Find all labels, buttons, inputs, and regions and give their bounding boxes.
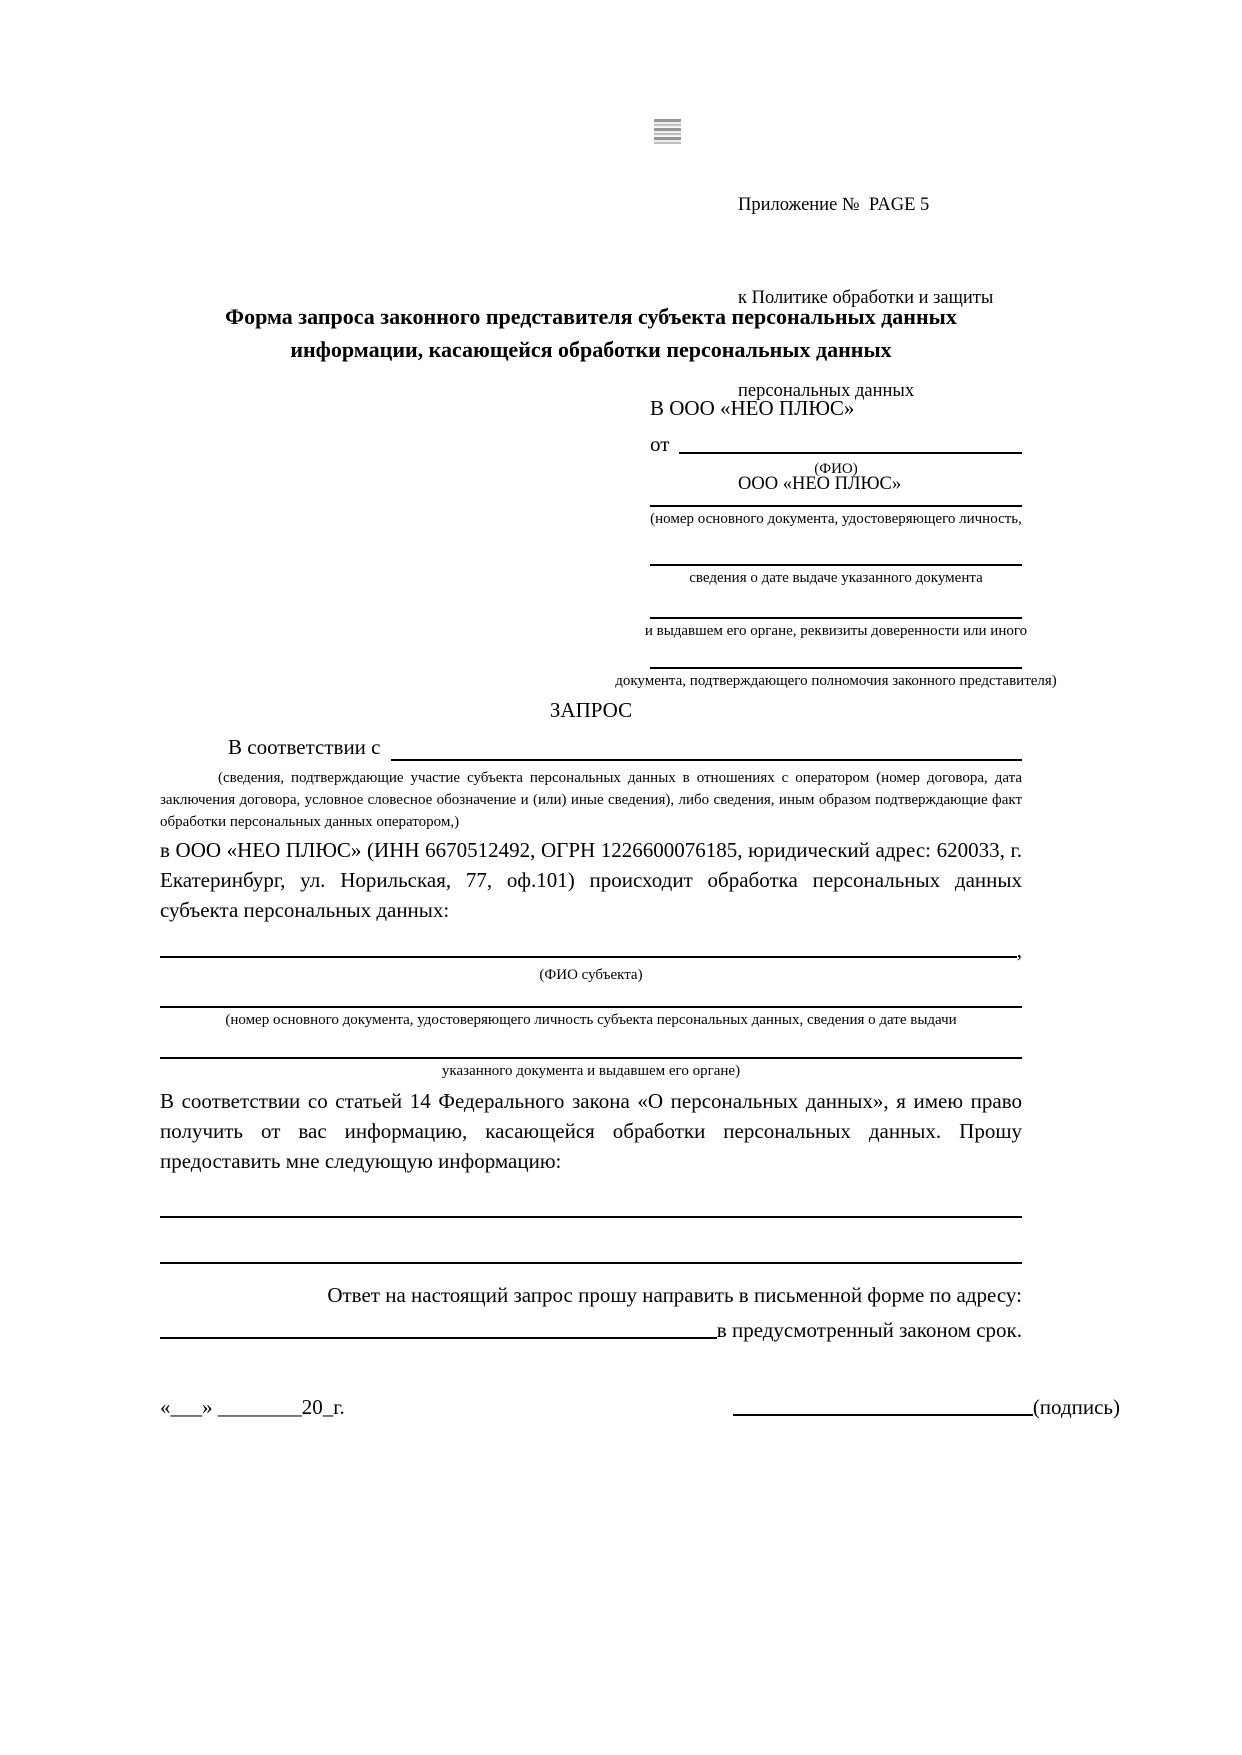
signature-caption: (подпись) xyxy=(1032,1395,1120,1419)
subject-fio-caption: (ФИО субъекта) xyxy=(539,967,643,983)
appendix-line: Приложение № PAGE 5 xyxy=(738,195,930,215)
request-body xyxy=(160,698,1120,1420)
subject-fio-blank-line[interactable] xyxy=(160,956,1017,958)
power-of-attorney-blank-line[interactable] xyxy=(650,667,1022,669)
issuing-authority-caption: и выдавшем его органе, реквизиты доверенности или иного xyxy=(644,623,1028,639)
fio-caption: (ФИО) xyxy=(814,461,858,477)
addressee-block xyxy=(615,396,1057,690)
document-title-line1: Форма запроса законного представителя субъекта персональных данных xyxy=(225,304,957,329)
embedded-image-placeholder-icon xyxy=(654,119,681,144)
answer-request-text: Ответ на настоящий запрос прошу направить в письменной форме по адресу: xyxy=(327,1283,1022,1307)
signature-blank-line[interactable] xyxy=(733,1414,1033,1416)
from-name-blank-line[interactable] xyxy=(679,452,1022,454)
document-number-blank-line[interactable] xyxy=(650,505,1022,507)
accordance-blank-line[interactable] xyxy=(391,735,1023,761)
requested-info-blank-line2[interactable] xyxy=(160,1262,1022,1264)
from-label: от xyxy=(650,432,670,456)
subject-fio-line-suffix: , xyxy=(1016,938,1022,962)
subject-fio-field-row xyxy=(160,935,1022,963)
signature-group xyxy=(733,1395,1120,1420)
issue-date-caption: сведения о дате выдаче указанного документа xyxy=(689,570,983,586)
document-number-caption: (номер основного документа, удостоверяющего личность, xyxy=(650,511,1022,527)
appendix-line: ООО «НЕО ПЛЮС» xyxy=(738,474,902,494)
article-14-paragraph: В соответствии со статьей 14 Федерального закона «О персональных данных», я имею право получить от вас информацию, касающейся обработки персональных данных. Прошу предоставить мне следующую информацию: xyxy=(160,1089,1022,1173)
request-heading: ЗАПРОС xyxy=(549,698,633,722)
accordance-field-row xyxy=(160,735,1022,765)
answer-tail-text: в предусмотренный законом срок. xyxy=(716,1318,1022,1342)
appendix-line: персональных данных xyxy=(738,381,915,401)
operator-paragraph: в ООО «НЕО ПЛЮС» (ИНН 6670512492, ОГРН 1226600076185, юридический адрес: 620033, г. Екатеринбург, ул. Норильская, 77, оф.101) происходит обработка персональных данных субъекта персональных данных: xyxy=(160,838,1022,922)
footer-row xyxy=(160,1395,1120,1420)
document-title xyxy=(160,300,1022,366)
accordance-fine-print: (сведения, подтверждающие участие субъекта персональных данных в отношениях с оператором (номер договора, дата заключения договора, условное словесное обозначение и (или) иные сведения), либо сведения, иным образом подтверждающие факт обработки персональных данных оператором,) xyxy=(160,770,1022,830)
accordance-label: В соответствии с xyxy=(228,735,381,759)
issue-date-blank-line[interactable] xyxy=(650,564,1022,566)
issuing-authority-blank-line[interactable] xyxy=(650,617,1022,619)
document-title-line2: информации, касающейся обработки персональных данных xyxy=(290,337,892,362)
subject-document-caption-line1: (номер основного документа, удостоверяющего личность субъекта персональных данных, сведения о дате выдачи xyxy=(225,1012,957,1028)
answer-address-blank-line[interactable] xyxy=(160,1337,717,1339)
from-field-row xyxy=(650,429,1022,457)
requested-info-blank-line1[interactable] xyxy=(160,1216,1022,1218)
subject-document-blank-line[interactable] xyxy=(160,1006,1022,1008)
date-blank-text[interactable]: «___» ________20_г. xyxy=(160,1395,345,1419)
subject-document-caption-line2: указанного документа и выдавшем его органе) xyxy=(441,1063,741,1079)
answer-address-field-row xyxy=(160,1313,1022,1343)
addressee-company: В ООО «НЕО ПЛЮС» xyxy=(650,396,855,420)
power-of-attorney-caption: документа, подтверждающего полномочия законного представителя) xyxy=(615,673,1057,689)
appendix-line: к Политике обработки и защиты xyxy=(738,288,994,308)
subject-document-blank-line2[interactable] xyxy=(160,1057,1022,1059)
